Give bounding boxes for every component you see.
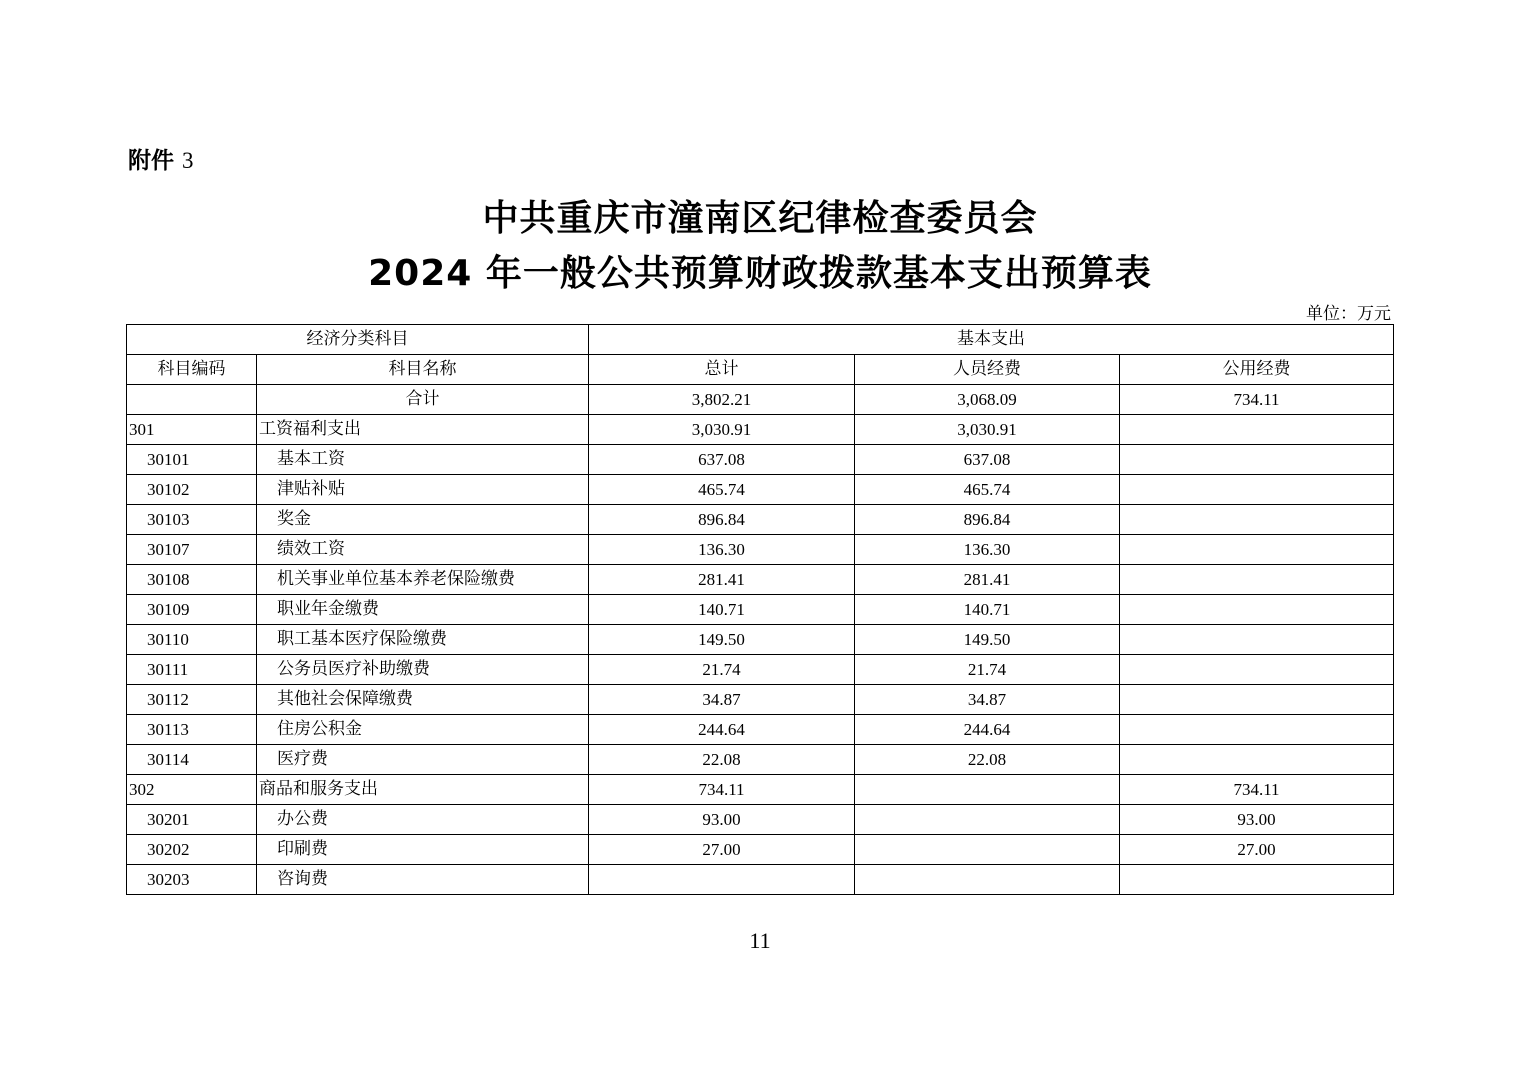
budget-table [126, 324, 1394, 895]
table-row [127, 715, 1394, 745]
cell-personnel: 21.74 [855, 655, 1120, 685]
cell-total: 93.00 [589, 805, 855, 835]
table-row [127, 685, 1394, 715]
cell-code: 30114 [127, 745, 257, 775]
cell-public: 734.11 [1120, 775, 1394, 805]
cell-total: 637.08 [589, 445, 855, 475]
cell-personnel: 140.71 [855, 595, 1120, 625]
cell-personnel [855, 775, 1120, 805]
table-row [127, 595, 1394, 625]
cell-public [1120, 625, 1394, 655]
cell-name: 绩效工资 [257, 535, 589, 565]
cell-code: 30103 [127, 505, 257, 535]
cell-total: 21.74 [589, 655, 855, 685]
table-header-row [127, 355, 1394, 385]
page-number: 11 [749, 928, 771, 953]
cell-name: 职业年金缴费 [257, 595, 589, 625]
cell-name: 咨询费 [257, 865, 589, 895]
cell-public [1120, 745, 1394, 775]
cell-total: 896.84 [589, 505, 855, 535]
header-econ-classification: 经济分类科目 [127, 325, 589, 355]
cell-code: 301 [127, 415, 257, 445]
cell-name: 基本工资 [257, 445, 589, 475]
cell-code: 30110 [127, 625, 257, 655]
table-row [127, 655, 1394, 685]
cell-public: 93.00 [1120, 805, 1394, 835]
table-row [127, 415, 1394, 445]
cell-total: 27.00 [589, 835, 855, 865]
cell-name: 职工基本医疗保险缴费 [257, 625, 589, 655]
cell-public [1120, 535, 1394, 565]
cell-code: 30111 [127, 655, 257, 685]
cell-code: 30113 [127, 715, 257, 745]
table-row [127, 475, 1394, 505]
cell-total: 244.64 [589, 715, 855, 745]
cell-name: 津贴补贴 [257, 475, 589, 505]
cell-total: 22.08 [589, 745, 855, 775]
cell-name: 办公费 [257, 805, 589, 835]
cell-code: 30112 [127, 685, 257, 715]
header-personnel: 人员经费 [855, 355, 1120, 385]
cell-total: 734.11 [589, 775, 855, 805]
cell-total: 140.71 [589, 595, 855, 625]
cell-code: 30202 [127, 835, 257, 865]
header-basic-expenditure: 基本支出 [589, 325, 1394, 355]
cell-code: 30201 [127, 805, 257, 835]
cell-code: 30203 [127, 865, 257, 895]
cell-public [1120, 445, 1394, 475]
cell-total: 149.50 [589, 625, 855, 655]
cell-public [1120, 685, 1394, 715]
cell-personnel: 896.84 [855, 505, 1120, 535]
table-row [127, 775, 1394, 805]
header-name: 科目名称 [257, 355, 589, 385]
cell-total: 136.30 [589, 535, 855, 565]
page-title-line2: 2024 年一般公共预算财政拨款基本支出预算表 [368, 253, 1152, 294]
cell-personnel: 3,030.91 [855, 415, 1120, 445]
cell-personnel: 3,068.09 [855, 385, 1120, 415]
table-header-top-row [127, 325, 1394, 355]
table-row [127, 805, 1394, 835]
cell-public: 27.00 [1120, 835, 1394, 865]
cell-total: 3,030.91 [589, 415, 855, 445]
cell-name: 商品和服务支出 [257, 775, 589, 805]
cell-public: 734.11 [1120, 385, 1394, 415]
cell-code: 30101 [127, 445, 257, 475]
cell-code: 30109 [127, 595, 257, 625]
cell-personnel [855, 805, 1120, 835]
cell-public [1120, 595, 1394, 625]
cell-personnel [855, 865, 1120, 895]
table-row [127, 565, 1394, 595]
cell-public [1120, 865, 1394, 895]
attachment-number: 3 [182, 148, 194, 173]
cell-name: 住房公积金 [257, 715, 589, 745]
header-code: 科目编码 [127, 355, 257, 385]
attachment-label [128, 142, 194, 175]
table-row [127, 535, 1394, 565]
table-row [127, 835, 1394, 865]
cell-code [127, 385, 257, 415]
cell-personnel: 22.08 [855, 745, 1120, 775]
cell-name: 医疗费 [257, 745, 589, 775]
table-body [127, 385, 1394, 895]
table-row [127, 385, 1394, 415]
cell-name: 机关事业单位基本养老保险缴费 [257, 565, 589, 595]
table-row [127, 625, 1394, 655]
cell-name: 合计 [257, 385, 589, 415]
cell-personnel: 34.87 [855, 685, 1120, 715]
table-row [127, 505, 1394, 535]
cell-public [1120, 565, 1394, 595]
cell-personnel: 637.08 [855, 445, 1120, 475]
page-title-line1: 中共重庆市潼南区纪律检查委员会 [482, 198, 1038, 239]
cell-public [1120, 415, 1394, 445]
cell-personnel: 136.30 [855, 535, 1120, 565]
cell-personnel: 244.64 [855, 715, 1120, 745]
cell-name: 奖金 [257, 505, 589, 535]
cell-total: 465.74 [589, 475, 855, 505]
cell-total [589, 865, 855, 895]
cell-name: 印刷费 [257, 835, 589, 865]
attachment-text: 附件 [128, 148, 174, 174]
cell-personnel: 149.50 [855, 625, 1120, 655]
cell-personnel: 281.41 [855, 565, 1120, 595]
cell-name: 其他社会保障缴费 [257, 685, 589, 715]
header-total: 总计 [589, 355, 855, 385]
cell-code: 302 [127, 775, 257, 805]
header-public: 公用经费 [1120, 355, 1394, 385]
table-row [127, 745, 1394, 775]
cell-name: 工资福利支出 [257, 415, 589, 445]
cell-total: 3,802.21 [589, 385, 855, 415]
cell-public [1120, 475, 1394, 505]
table-row [127, 865, 1394, 895]
cell-code: 30108 [127, 565, 257, 595]
cell-code: 30102 [127, 475, 257, 505]
cell-personnel: 465.74 [855, 475, 1120, 505]
cell-total: 34.87 [589, 685, 855, 715]
cell-code: 30107 [127, 535, 257, 565]
cell-public [1120, 655, 1394, 685]
cell-total: 281.41 [589, 565, 855, 595]
cell-name: 公务员医疗补助缴费 [257, 655, 589, 685]
cell-public [1120, 715, 1394, 745]
unit-label: 单位：万元 [1306, 304, 1391, 324]
cell-personnel [855, 835, 1120, 865]
table-row [127, 445, 1394, 475]
cell-public [1120, 505, 1394, 535]
